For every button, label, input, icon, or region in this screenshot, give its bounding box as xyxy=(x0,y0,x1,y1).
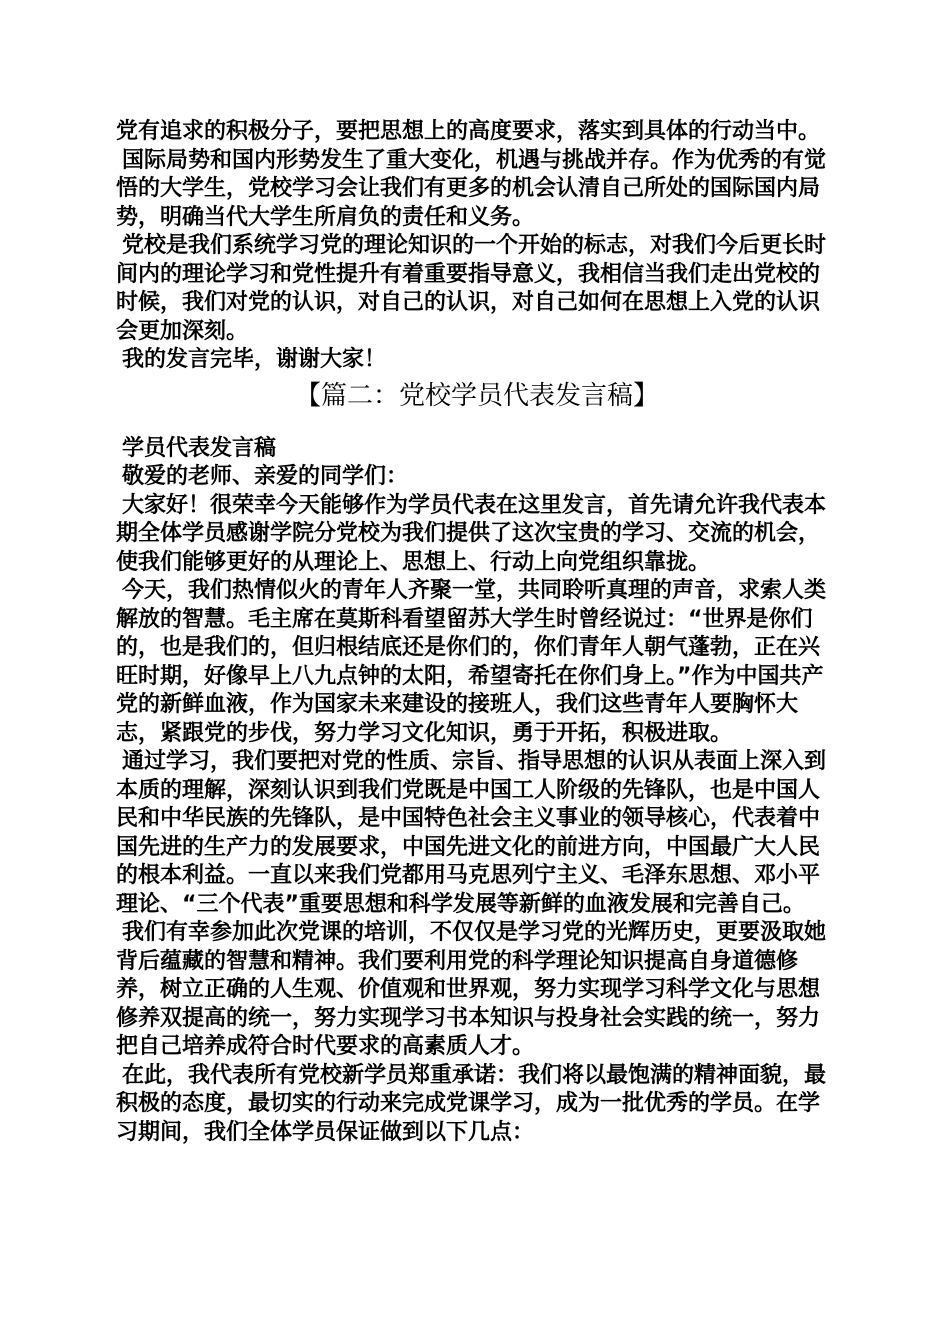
paragraph-pledge: 在此，我代表所有党校新学员郑重承诺：我们将以最饱满的精神面貌，最积极的态度，最切实的行动来完成党课学习，成为一批优秀的学员。在学习期间，我们全体学员保证做到以下几点： xyxy=(116,1062,827,1145)
speech-salutation: 敬爱的老师、亲爱的同学们： xyxy=(122,464,409,489)
paragraph-training: 我们有幸参加此次党课的培训，不仅仅是学习党的光辉历史，更要汲取她背后蕴藏的智慧和精神。我们要利用党的科学理论知识提高自身道德修养，树立正确的人生观、价值观和世界观，努力实现学习科学文化与思想修养双提高的统一，努力实现学习书本知识与投身社会实践的统一，努力把自己培养成符合时代要求的高素质人才。 xyxy=(116,920,827,1059)
paragraph-youth-quote: 今天，我们热情似火的青年人齐聚一堂，共同聆听真理的声音，求索人类解放的智慧。毛主席在莫斯科看望留苏大学生时曾经说过：“世界是你们的，也是我们的，但归根结底还是你们的，你们青年人朝气蓬勃，正在兴旺时期，好像早上八九点钟的太阳，希望寄托在你们身上。”作为中国共产党的新鲜血液，作为国家未来建设的接班人，我们这些青年人要胸怀大志，紧跟党的步伐，努力学习文化知识，勇于开拓，积极进取。 xyxy=(116,578,827,746)
speech-title: 学员代表发言稿 xyxy=(122,435,277,461)
paragraph-party-school-significance: 党校是我们系统学习党的理论知识的一个开始的标志，对我们今后更长时间内的理论学习和党性提升有着重要指导意义，我相信当我们走出党校的时候，我们对党的认识，对自己的认识，对自己如何在思想上入党的认识会更加深刻。 xyxy=(116,233,827,344)
paragraph-greeting: 大家好！很荣幸今天能够作为学员代表在这里发言，首先请允许我代表本期全体学员感谢学院分党校为我们提供了这次宝贵的学习、交流的机会，使我们能够更好的从理论上、思想上、行动上向党组织靠拢。 xyxy=(116,492,827,575)
section-heading: 【篇二：党校学员代表发言稿】 xyxy=(294,380,659,411)
paragraph-international-situation: 国际局势和国内形势发生了重大变化，机遇与挑战并存。作为优秀的有觉悟的大学生，党校学习会让我们有更多的机会认清自己所处的国际国内局势，明确当代大学生所肩负的责任和义务。 xyxy=(116,147,827,230)
paragraph-continuation: 党有追求的积极分子，要把思想上的高度要求，落实到具体的行动当中。 xyxy=(116,119,821,144)
paragraph-closing-remark: 我的发言完毕，谢谢大家！ xyxy=(122,347,387,372)
document-body xyxy=(116,118,838,1147)
paragraph-party-nature: 通过学习，我们要把对党的性质、宗旨、指导思想的认识从表面上深入到本质的理解，深刻认识到我们党既是中国工人阶级的先锋队，也是中国人民和中华民族的先锋队，是中国特色社会主义事业的领导核心，代表着中国先进的生产力的发展要求，中国先进文化的前进方向，中国最广大人民的根本利益。一直以来我们党都用马克思列宁主义、毛泽东思想、邓小平理论、“三个代表”重要思想和科学发展等新鲜的血液发展和完善自己。 xyxy=(116,749,827,917)
